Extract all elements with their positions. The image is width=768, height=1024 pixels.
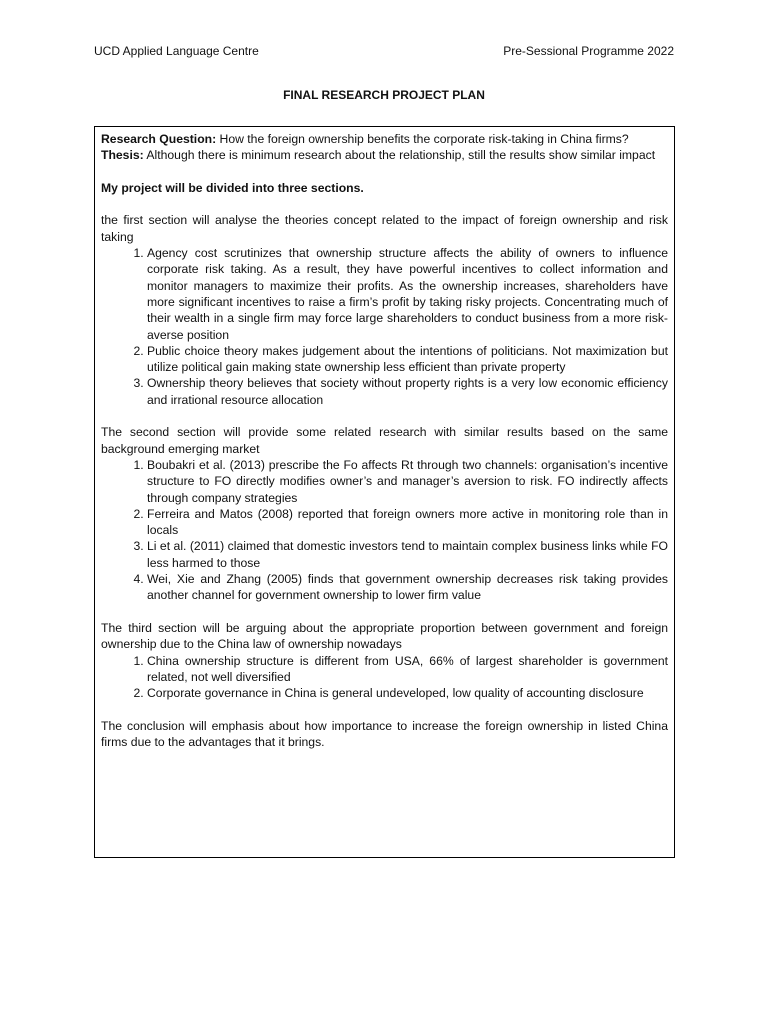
section1-intro: the first section will analyse the theories concept related to the impact of foreign ownership and risk taking [101,213,668,244]
document-title: FINAL RESEARCH PROJECT PLAN [283,88,485,102]
section3-item: 1. China ownership structure is different from USA, 66% of largest shareholder is government related, not well diversified [147,653,668,686]
conclusion: The conclusion will emphasis about how importance to increase the foreign ownership in listed China firms due to the advantages that it brings. [101,718,668,749]
section2-item: 3. Li et al. (2011) claimed that domestic investors tend to maintain complex business links while FO less harmed to those [147,538,668,571]
section1-item: 3. Ownership theory believes that society without property rights is a very low economic efficiency and irrational resource allocation [147,375,668,408]
project-plan-box [94,126,675,858]
section1-list [101,245,668,408]
spacer [101,408,668,424]
thesis-text: Although there is minimum research about the relationship, still the results show similar impact [143,148,656,163]
spacer [101,164,668,180]
section3-intro: The third section will be arguing about the appropriate proportion between government and foreign ownership due to the China law of ownership nowadays [101,620,668,652]
spacer [101,701,668,717]
section3-item: 2. Corporate governance in China is general undeveloped, low quality of accounting disclosure [147,685,668,701]
header-right: Pre-Sessional Programme 2022 [503,44,674,58]
section2-intro: The second section will provide some related research with similar results based on the same background emerging market [101,425,668,456]
thesis [101,147,668,163]
section1-item: 2. Public choice theory makes judgement about the intentions of politicians. Not maximization but utilize political gain making state ownership less efficient than private property [147,343,668,376]
section2-item: 2. Ferreira and Matos (2008) reported that foreign owners more active in monitoring role than in locals [147,506,668,539]
sections-heading-text: My project will be divided into three sections. [101,180,364,195]
sections-heading [101,180,668,196]
thesis-label: Thesis: [101,148,144,163]
section2-item: 4. Wei, Xie and Zhang (2005) finds that government ownership decreases risk taking provides another channel for government ownership to lower firm value [147,571,668,604]
research-question-label: Research Question: [101,132,217,146]
research-question-text: How the foreign ownership benefits the corporate risk-taking in China firms? [216,132,629,146]
section3-list [101,653,668,702]
section2-item: 1. Boubakri et al. (2013) prescribe the Fo affects Rt through two channels: organisation’s incentive structure to FO directly modifies owner’s and manager’s aversion to risk. FO indirectly affects through company strategies [147,457,668,506]
section2-list [101,457,668,604]
spacer [101,604,668,620]
spacer [101,196,668,212]
research-question [101,131,668,147]
header-left: UCD Applied Language Centre [94,44,259,58]
section1-item: 1. Agency cost scrutinizes that ownership structure affects the ability of owners to influence corporate risk taking. As a result, they have powerful incentives to collect information and monitor managers to maximize their profits. As the ownership increases, shareholders have more significant incentives to raise a firm’s profit by taking risky projects. Concentrating much of their wealth in a single firm may force large shareholders to conduct business from a more risk-averse position [147,245,668,343]
